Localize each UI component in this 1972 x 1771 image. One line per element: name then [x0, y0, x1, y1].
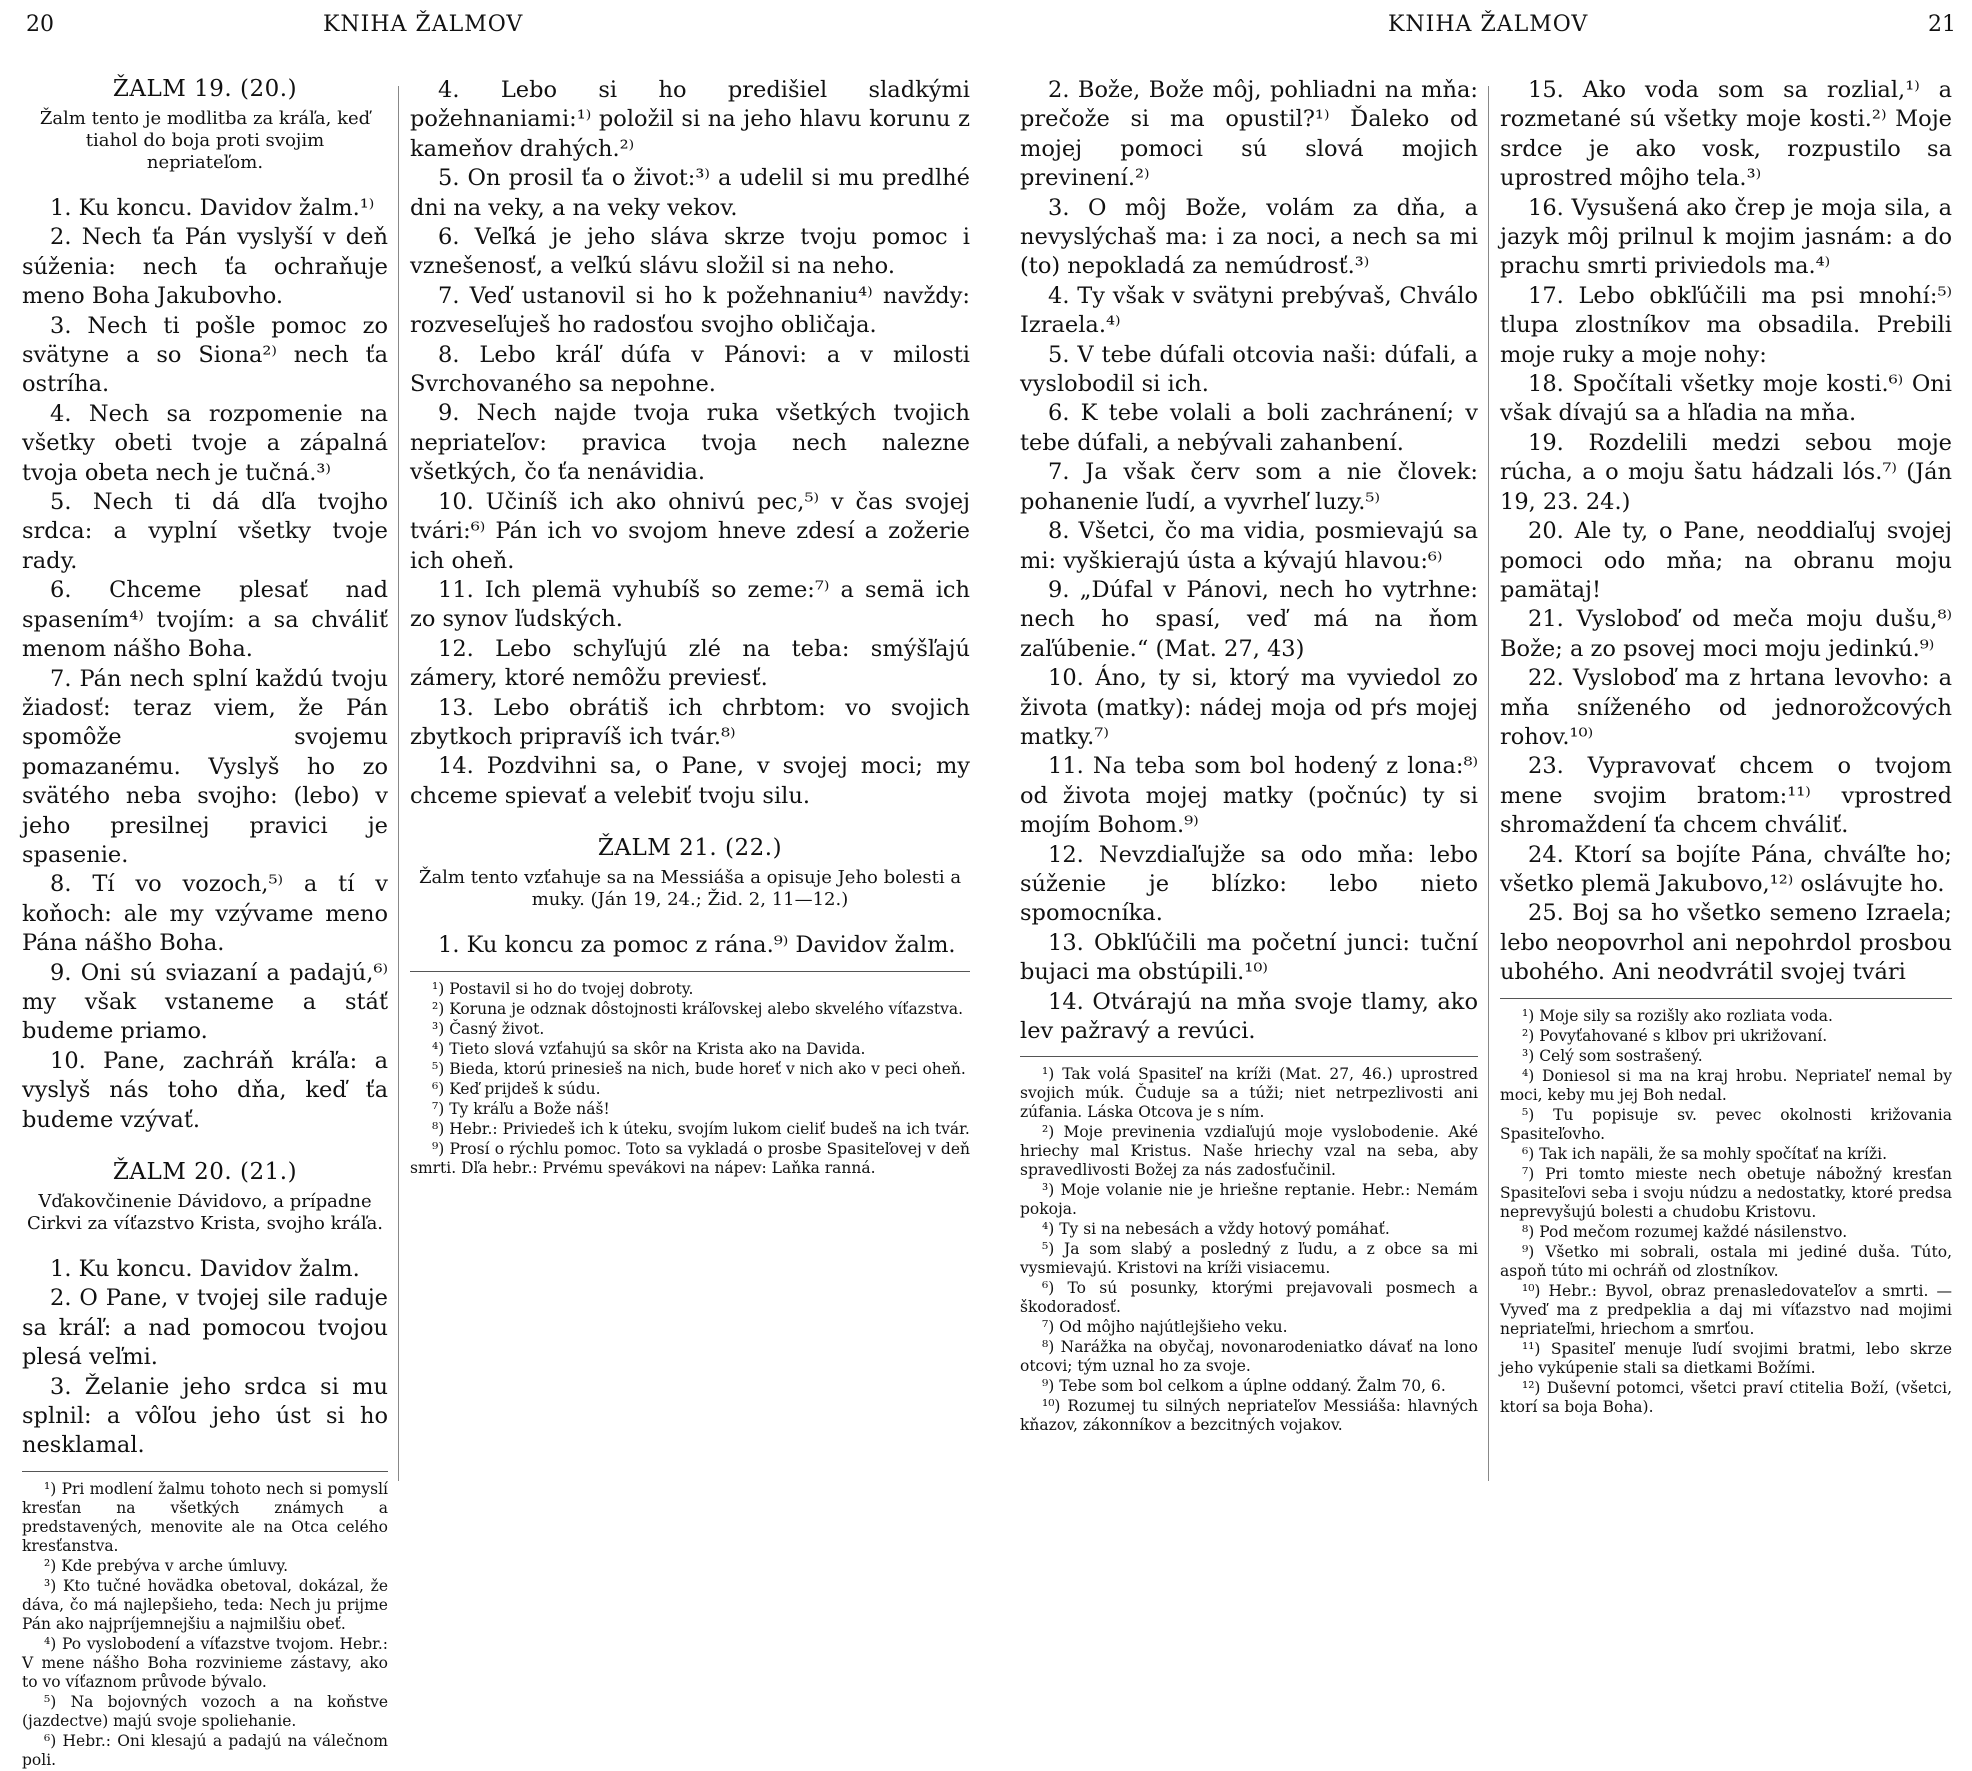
- verse: 8. Lebo kráľ dúfa v Pánovi: a v milosti Svrchovaného sa nepohne.: [410, 341, 970, 398]
- left-column-2: [410, 76, 970, 1179]
- verse: 2. O Pane, v tvojej sile raduje sa kráľ: a nad pomocou tvojou plesá veľmi.: [22, 1285, 388, 1371]
- footnote: ⁶) Hebr.: Oni klesajú a padajú na válečnom poli.: [22, 1731, 388, 1769]
- column-divider: [398, 86, 399, 1481]
- verse: 18. Spočítali všetky moje kosti.⁶⁾ Oni však dívajú sa a hľadia na mňa.: [1500, 371, 1952, 427]
- verse: 3. O môj Bože, volám za dňa, a nevyslýchaš ma: i za noci, a nech sa mi (to) nepokladá za nemúdrosť.³⁾: [1020, 194, 1478, 280]
- footnote: ²) Moje previnenia vzdiaľujú moje vyslobodenie. Aké hriechy mal Kristus. Naše hriechy vzal na seba, aby spravedlivosti Božej za nás zadosťučinil.: [1020, 1123, 1478, 1180]
- psalm-21-title: ŽALM 21. (22.): [597, 835, 783, 862]
- verse: 9. Oni sú sviazaní a padajú,⁶⁾ my však vstaneme a stáť budeme priamo.: [22, 959, 388, 1045]
- verse: 12. Nevzdiaľujže sa odo mňa: lebo súženie je blízko: lebo nieto spomocníka.: [1020, 841, 1478, 927]
- verse: 25. Boj sa ho všetko semeno Izraela; lebo neopovrhol ani nepohrdol prosbou ubohého. Ani neodvrátil svojej tvári: [1500, 900, 1952, 986]
- verse: 14. Otvárajú na mňa svoje tlamy, ako lev pažravý a revúci.: [1020, 988, 1478, 1044]
- footnote: ⁴) Tieto slová vzťahujú sa skôr na Krista ako na Davida.: [432, 1039, 866, 1058]
- psalm-20-title: ŽALM 20. (21.): [112, 1159, 298, 1185]
- verse: 12. Lebo schyľujú zlé na teba: smýšľajú zámery, ktoré nemôžu previesť.: [410, 635, 970, 692]
- verse: 1. Ku koncu. Davidov žalm.: [50, 1256, 360, 1282]
- verse: 9. Nech najde tvoja ruka všetkých tvojich nepriateľov: pravica tvoja nech nalezne všetkých, čo ťa nenávidia.: [410, 400, 970, 486]
- verse: 8. Všetci, čo ma vidia, posmievajú sa mi: vyškierajú ústa a kývajú hlavou:⁶⁾: [1020, 518, 1478, 574]
- verse: 1. Ku koncu. Davidov žalm.¹⁾: [50, 195, 375, 221]
- right-column-1: [1020, 76, 1478, 1436]
- verse: 10. Pane, zachráň kráľa: a vyslyš nás toho dňa, keď ťa budeme vzývať.: [22, 1047, 388, 1133]
- left-page: [0, 0, 986, 1769]
- footnotes: [410, 971, 970, 1178]
- verse: 14. Pozdvihni sa, o Pane, v svojej moci; my chceme spievať a velebiť tvoju silu.: [410, 753, 970, 809]
- verse: 5. On prosil ťa o život:³⁾ a udelil si mu predlhé dni na veky, a na veky vekov.: [410, 165, 970, 221]
- verse: 22. Vysloboď ma z hrtana levovho: a mňa sníženého od jednorožcových rohov.¹⁰⁾: [1500, 665, 1952, 750]
- psalm-19-title: ŽALM 19. (20.): [112, 76, 298, 102]
- verse: 10. Áno, ty si, ktorý ma vyviedol zo života (matky): nádej moja od pŕs mojej matky.⁷⁾: [1020, 665, 1478, 750]
- footnote: ¹) Postavil si ho do tvojej dobroty.: [432, 979, 694, 998]
- footnote: ⁷) Ty kráľu a Bože náš!: [432, 1099, 610, 1118]
- footnotes: [1020, 1056, 1478, 1435]
- verse: 2. Bože, Bože môj, pohliadni na mňa: prečože si ma opustil?¹⁾ Ďaleko od mojej pomoci sú slová mojich previnení.²⁾: [1020, 77, 1478, 192]
- footnote: ³) Časný život.: [432, 1019, 545, 1038]
- running-head-right: KNIHA ŽALMOV: [1388, 12, 1589, 37]
- right-page: [986, 0, 1972, 1501]
- page-number-right: 21: [1928, 12, 1956, 37]
- footnote: ⁹) Prosí o rýchlu pomoc. Toto sa vykladá o prosbe Spasiteľovej v deň smrti. Dľa hebr.: Prvému spevákovi na nápev: Laňka ranná.: [410, 1139, 970, 1177]
- footnote: ⁸) Hebr.: Priviedeš ich k úteku, svojím lukom cieliť budeš na ich tvár.: [432, 1119, 970, 1138]
- verse: 1. Ku koncu za pomoc z rána.⁹⁾ Davidov žalm.: [438, 932, 956, 959]
- psalm-20-note: Vďakovčinenie Dávidovo, a prípadne Cirkvi za víťazstvo Krista, svojho kráľa.: [26, 1191, 384, 1234]
- verse: 4. Lebo si ho predišiel sladkými požehnaniami:¹⁾ položil si na jeho hlavu korunu z kameňov drahých.²⁾: [410, 77, 970, 162]
- verse: 10. Učiníš ich ako ohnivú pec,⁵⁾ v čas svojej tvári:⁶⁾ Pán ich vo svojom hneve zdesí a zožerie ich oheň.: [410, 488, 970, 574]
- verse: 13. Obkľúčili ma početní junci: tuční bujaci ma obstúpili.¹⁰⁾: [1020, 929, 1478, 986]
- verse: 3. Nech ti pošle pomoc zo svätyne a so Siona²⁾ nech ťa ostríha.: [22, 312, 388, 398]
- footnote: ⁴) Ty si na nebesách a vždy hotový pomáhať.: [1042, 1220, 1390, 1239]
- verse: 6. Chceme plesať nad spasením⁴⁾ tvojím: a sa chváliť menom nášho Boha.: [22, 577, 388, 663]
- psalm-21-note: Žalm tento vzťahuje sa na Messiáša a opisuje Jeho bolesti a muky. (Ján 19, 24.; Žid. 2, 11—12.): [418, 867, 962, 911]
- verse: 11. Na teba som bol hodený z lona:⁸⁾ od života mojej matky (počnúc) ty si mojím Bohom.⁹⁾: [1020, 753, 1478, 839]
- footnote: ¹) Moje sily sa rozišly ako rozliata voda.: [1522, 1006, 1833, 1025]
- footnote: ³) Celý som sostrašený.: [1522, 1046, 1703, 1065]
- verse: 17. Lebo obkľúčili ma psi mnohí:⁵⁾ tlupa zlostníkov ma obsadila. Prebili moje ruky a moje nohy:: [1500, 282, 1952, 368]
- footnote: ⁴) Po vyslobodení a víťazstve tvojom. Hebr.: V mene nášho Boha rozvinieme zástavy, ako to vo víťaznom průvode bývalo.: [22, 1634, 388, 1691]
- verse: 21. Vysloboď od meča moju dušu,⁸⁾ Bože; a zo psovej moci moju jedinkú.⁹⁾: [1500, 606, 1952, 662]
- verse: 24. Ktorí sa bojíte Pána, chváľte ho; všetko plemä Jakubovo,¹²⁾ oslávujte ho.: [1500, 841, 1952, 897]
- column-divider: [1488, 86, 1489, 1481]
- verse: 3. Želanie jeho srdca si mu splnil: a vôľou jeho úst si ho nesklamal.: [22, 1373, 388, 1459]
- verse: 8. Tí vo vozoch,⁵⁾ a tí v koňoch: ale my vzývame meno Pána nášho Boha.: [22, 871, 388, 957]
- footnotes: [1500, 998, 1952, 1417]
- verse: 20. Ale ty, o Pane, neoddiaľuj svojej pomoci odo mňa; na obranu moju pamätaj!: [1500, 518, 1952, 603]
- footnote: ⁹) Tebe som bol celkom a úplne oddaný. Žalm 70, 6.: [1042, 1377, 1446, 1396]
- footnote: ¹⁰) Hebr.: Byvol, obraz prenasledovateľov a smrti. — Vyveď ma z predpeklia a daj mi víťazstvo nad mojimi nepriateľmi, hriechom a smrťou.: [1500, 1281, 1952, 1338]
- footnote: ⁶) Keď prijdeš k súdu.: [432, 1079, 601, 1098]
- verse: 4. Ty však v svätyni prebývaš, Chválo Izraela.⁴⁾: [1020, 282, 1478, 339]
- footnote: ³) Moje volanie nie je hriešne reptanie. Hebr.: Nemám pokoja.: [1020, 1181, 1478, 1219]
- footnote: ⁷) Pri tomto mieste nech obetuje nábožný kresťan Spasiteľovi seba i svoju núdzu a nedostatky, ktoré predsa neprevyšujú bolesti a chudobu Kristovu.: [1500, 1164, 1952, 1221]
- footnote: ⁹) Všetko mi sobrali, ostala mi jediné duša. Túto, aspoň túto mi ochráň od zlostníkov.: [1500, 1242, 1952, 1280]
- verse: 2. Nech ťa Pán vyslyší v deň súženia: nech ťa ochraňuje meno Boha Jakubovho.: [22, 224, 388, 310]
- verse: 19. Rozdelili medzi sebou moje rúcha, a o moju šatu hádzali lós.⁷⁾ (Ján 19, 23. 24.): [1500, 429, 1952, 515]
- footnote: ⁵) Na bojovných vozoch a na koňstve (jazdectve) majú svoje spoliehanie.: [22, 1692, 388, 1730]
- footnote: ⁶) To sú posunky, ktorými prejavovali posmech a škodoradosť.: [1020, 1279, 1478, 1317]
- footnote: ¹) Tak volá Spasiteľ na kríži (Mat. 27, 46.) uprostred svojich múk. Čuduje sa a túži; niet netrpezlivosti ani zúfania. Láska Otcova je s ním.: [1020, 1065, 1478, 1122]
- footnote: ⁵) Ja som slabý a posledný z ľudu, a z obce sa mi vysmievajú. Kristovi na kríži visiacemu.: [1020, 1240, 1478, 1278]
- verse: 5. Nech ti dá dľa tvojho srdca: a vyplní všetky tvoje rady.: [22, 489, 388, 574]
- footnote: ²) Povyťahované s klbov pri ukrižovaní.: [1522, 1026, 1828, 1045]
- verse: 7. Veď ustanovil si ho k požehnaniu⁴⁾ navždy: rozveseľuješ ho radosťou svojho obličaja.: [410, 282, 970, 339]
- footnote: ¹⁰) Rozumej tu silných nepriateľov Messiáša: hlavných kňazov, zákonníkov a bezcitných vojakov.: [1020, 1397, 1478, 1435]
- verse: 15. Ako voda som sa rozlial,¹⁾ a rozmetané sú všetky moje kosti.²⁾ Moje srdce je ako vosk, rozpustilo sa uprostred môjho tela.³⁾: [1500, 77, 1952, 192]
- psalm-19-note: Žalm tento je modlitba za kráľa, keď tiahol do boja proti svojim nepriateľom.: [39, 108, 371, 173]
- left-column-1: [22, 76, 388, 1771]
- footnote: ⁴) Doniesol si ma na kraj hrobu. Nepriateľ nemal by moci, keby mu jej Boh nedal.: [1500, 1066, 1952, 1104]
- verse: 16. Vysušená ako črep je moja sila, a jazyk môj prilnul k mojim jasnám: a do prachu smrti priviedols ma.⁴⁾: [1500, 194, 1952, 280]
- footnotes: [22, 1471, 388, 1770]
- footnote: ⁶) Tak ich napäli, že sa mohly spočítať na kríži.: [1522, 1144, 1888, 1163]
- footnote: ⁸) Pod mečom rozumej každé násilenstvo.: [1522, 1222, 1848, 1241]
- verse: 13. Lebo obrátiš ich chrbtom: vo svojich zbytkoch pripravíš ich tvár.⁸⁾: [410, 694, 970, 750]
- right-column-2: [1500, 76, 1952, 1418]
- verse: 23. Vypravovať chcem o tvojom mene svojim bratom:¹¹⁾ vprostred shromaždení ťa chcem chváliť.: [1500, 753, 1952, 839]
- footnote: ⁵) Tu popisuje sv. pevec okolnosti križovania Spasiteľovho.: [1500, 1105, 1952, 1143]
- footnote: ²) Koruna je odznak dôstojnosti kráľovskej alebo skvelého víťazstva.: [432, 999, 964, 1018]
- footnote: ⁵) Bieda, ktorú prinesieš na nich, bude horeť v nich ako v peci oheň.: [432, 1059, 966, 1078]
- verse: 6. Veľká je jeho sláva skrze tvoju pomoc i vznešenosť, a veľkú slávu složil si na neho.: [410, 224, 970, 280]
- verse: 11. Ich plemä vyhubíš so zeme:⁷⁾ a semä ich zo synov ľudských.: [410, 576, 970, 633]
- footnote: ⁷) Od môjho najútlejšieho veku.: [1042, 1318, 1288, 1337]
- verse: 6. K tebe volali a boli zachránení; v tebe dúfali, a nebývali zahanbení.: [1020, 400, 1478, 456]
- verse: 9. „Dúfal v Pánovi, nech ho vytrhne: nech ho spasí, veď má na ňom zaľúbenie.“ (Mat. 27, 43): [1020, 576, 1478, 662]
- footnote: ³) Kto tučné hovädka obetoval, dokázal, že dáva, čo má najlepšieho, teda: Nech ju prijme Pán ako najpríjemnejšiu a najmilšiu obeť.: [22, 1576, 388, 1633]
- running-head-left: KNIHA ŽALMOV: [323, 12, 524, 37]
- verse: 5. V tebe dúfali otcovia naši: dúfali, a vyslobodil si ich.: [1020, 341, 1478, 398]
- footnote: ¹¹) Spasiteľ menuje ľudí svojimi bratmi, lebo skrze jeho vykúpenie stali sa dietkami Božími.: [1500, 1339, 1952, 1377]
- footnote: ²) Kde prebýva v arche úmluvy.: [44, 1556, 288, 1575]
- verse: 7. Ja však červ som a nie človek: pohanenie ľudí, a vyvrheľ luzy.⁵⁾: [1020, 459, 1478, 515]
- page-number-left: 20: [26, 12, 54, 37]
- verse: 7. Pán nech splní každú tvoju žiadosť: teraz viem, že Pán spomôže svojemu pomazanému. Vyslyš ho zo svätého neba svojho: (lebo) v jeho presilnej pravici je spasenie.: [22, 665, 388, 868]
- footnote: ¹) Pri modlení žalmu tohoto nech si pomyslí kresťan na všetkých známych a predstavených, menovite ale na Otca celého kresťanstva.: [22, 1479, 388, 1555]
- verse: 4. Nech sa rozpomenie na všetky obeti tvoje a zápalná tvoja obeta nech je tučná.³⁾: [22, 400, 388, 486]
- footnote: ⁸) Narážka na obyčaj, novonarodeniatko dávať na lono otcovi; tým uznal ho za svoje.: [1020, 1338, 1478, 1376]
- footnote: ¹²) Duševní potomci, všetci praví ctitelia Boží, (všetci, ktorí sa boja Boha).: [1500, 1378, 1952, 1416]
